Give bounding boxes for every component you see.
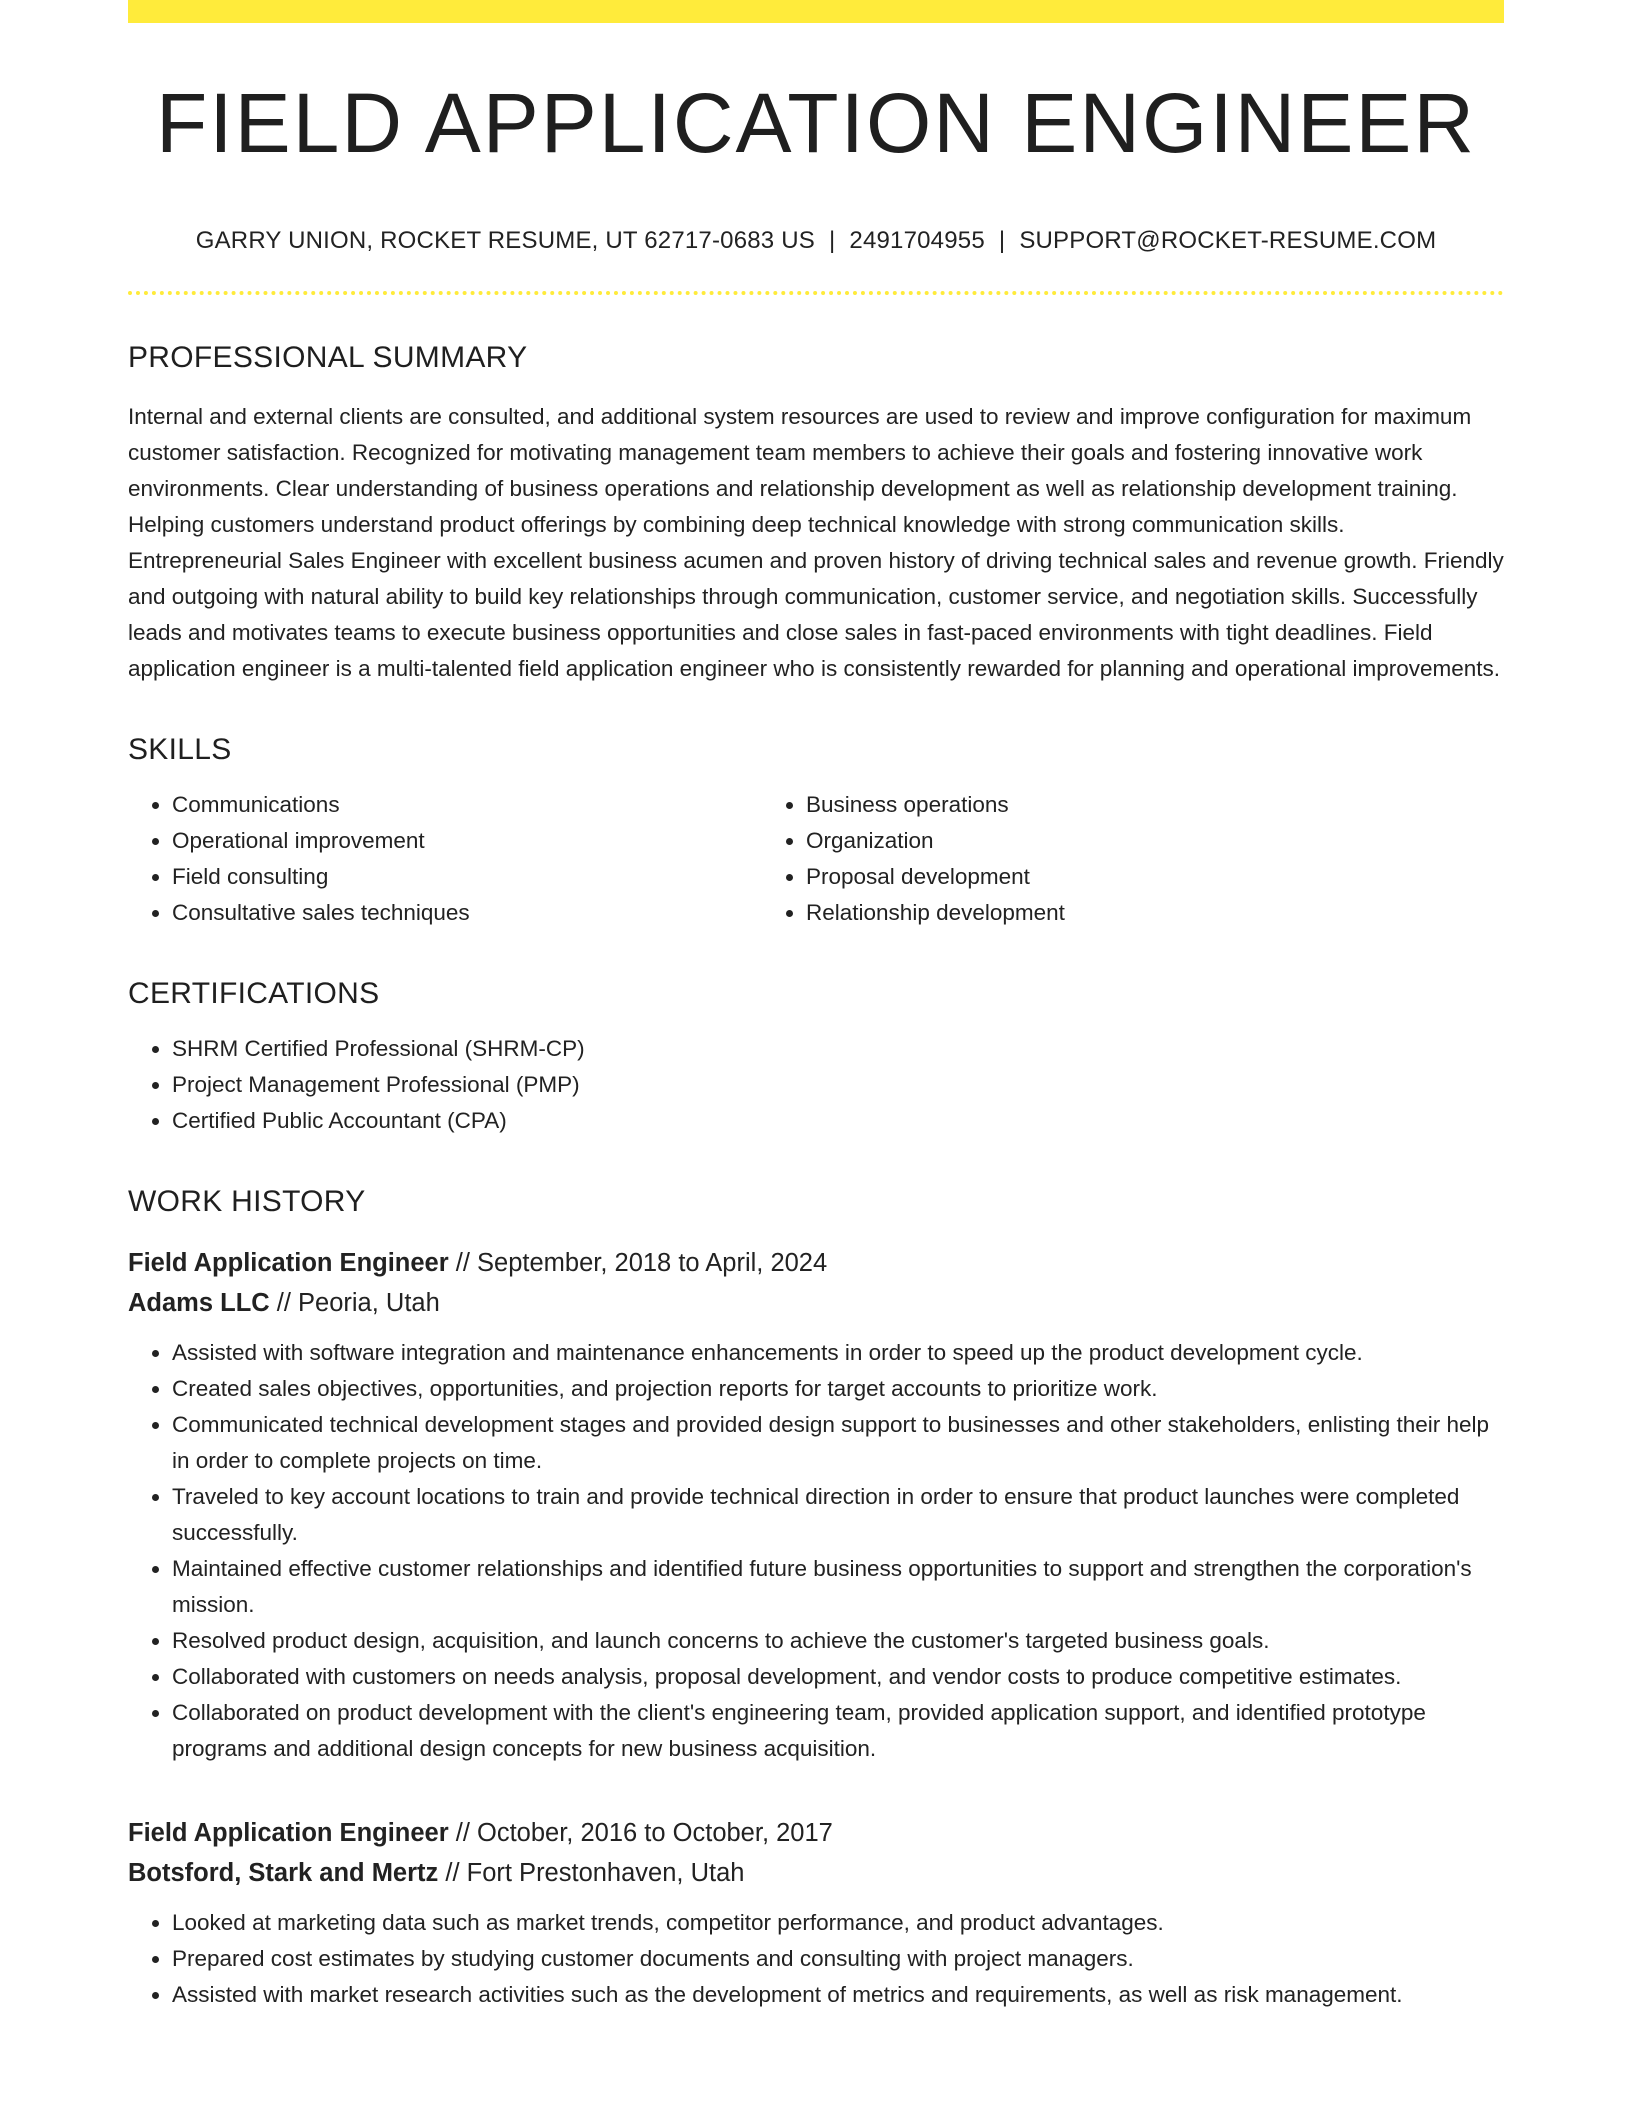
job-duties-list xyxy=(128,1335,1504,1767)
job-role: Field Application Engineer xyxy=(128,1819,449,1847)
certifications-heading: CERTIFICATIONS xyxy=(128,977,380,1010)
top-accent-bar xyxy=(128,0,1504,23)
skill-item: • Business operations xyxy=(806,787,1504,823)
summary-text: Internal and external clients are consulted, and additional system resources are used to review and improve configuration for maximum customer satisfaction. Recognized for motivating management team members to achieve their goals and fostering innovative work environments. Clear understanding of business operations and relationship development as well as relationship development training. Helping customers understand product offerings by combining deep technical knowledge with strong communication skills. Entrepreneurial Sales Engineer with excellent business acumen and proven history of driving technical sales and revenue growth. Friendly and outgoing with natural ability to build key relationships through communication, customer service, and negotiation skills. Successfully leads and motivates teams to execute business opportunities and close sales in fast-paced environments with tight deadlines. Field application engineer is a multi-talented field application engineer who is consistently rewarded for planning and operational improvements. xyxy=(128,404,1504,681)
job-duty: • Traveled to key account locations to train and provide technical direction in order to ensure that product launches were completed successfully. xyxy=(172,1479,1504,1551)
skill-item: • Proposal development xyxy=(806,859,1504,895)
job-duty: • Looked at marketing data such as market trends, competitor performance, and product advantages. xyxy=(172,1905,1504,1941)
skill-item: • Communications xyxy=(172,787,762,823)
certifications-list xyxy=(128,1031,1504,1139)
skill-item: • Organization xyxy=(806,823,1504,859)
certification-item: • Certified Public Accountant (CPA) xyxy=(172,1103,1504,1139)
job-entry xyxy=(128,1813,1504,2013)
job-duties-list xyxy=(128,1905,1504,2013)
skill-item: • Operational improvement xyxy=(172,823,762,859)
job-company-line xyxy=(128,1283,1504,1323)
contact-email: SUPPORT@ROCKET-RESUME.COM xyxy=(1019,227,1437,254)
skill-item: • Field consulting xyxy=(172,859,762,895)
job-duty: • Collaborated on product development with the client's engineering team, provided application support, and identified prototype programs and additional design concepts for new business acquisition. xyxy=(172,1695,1504,1767)
contact-address: GARRY UNION, ROCKET RESUME, UT 62717-0683 US xyxy=(195,227,815,254)
job-location: // Peoria, Utah xyxy=(269,1289,440,1317)
contact-separator: | xyxy=(998,227,1006,254)
summary-heading: PROFESSIONAL SUMMARY xyxy=(128,341,528,374)
resume-title: FIELD APPLICATION ENGINEER xyxy=(155,76,1477,170)
contact-line xyxy=(128,229,1504,253)
resume-page xyxy=(128,0,1504,2112)
job-duty: • Collaborated with customers on needs analysis, proposal development, and vendor costs to produce competitive estimates. xyxy=(172,1659,1504,1695)
contact-separator: | xyxy=(828,227,836,254)
skills-list-left xyxy=(128,787,762,931)
skill-item: • Consultative sales techniques xyxy=(172,895,762,931)
job-company: Adams LLC xyxy=(128,1289,270,1317)
certification-item: • SHRM Certified Professional (SHRM-CP) xyxy=(172,1031,1504,1067)
job-duty: • Created sales objectives, opportunities, and projection reports for target accounts to prioritize work. xyxy=(172,1371,1504,1407)
job-company-line xyxy=(128,1853,1504,1893)
job-duty: • Resolved product design, acquisition, and launch concerns to achieve the customer's targeted business goals. xyxy=(172,1623,1504,1659)
job-company: Botsford, Stark and Mertz xyxy=(128,1859,439,1887)
dotted-divider xyxy=(128,291,1504,295)
job-duty: • Assisted with market research activities such as the development of metrics and requirements, as well as risk management. xyxy=(172,1977,1504,2013)
job-dates: // September, 2018 to April, 2024 xyxy=(448,1249,828,1277)
job-title-line xyxy=(128,1243,1504,1283)
job-duty: • Prepared cost estimates by studying customer documents and consulting with project managers. xyxy=(172,1941,1504,1977)
job-entry xyxy=(128,1243,1504,1767)
job-role: Field Application Engineer xyxy=(128,1249,449,1277)
skills-list-right xyxy=(762,787,1504,931)
job-duty: • Maintained effective customer relationships and identified future business opportunities to support and strengthen the corporation's mission. xyxy=(172,1551,1504,1623)
contact-phone: 2491704955 xyxy=(849,227,985,254)
job-location: // Fort Prestonhaven, Utah xyxy=(438,1859,745,1887)
job-duty: • Communicated technical development stages and provided design support to businesses and other stakeholders, enlisting their help in order to complete projects on time. xyxy=(172,1407,1504,1479)
job-duty: • Assisted with software integration and maintenance enhancements in order to speed up the product development cycle. xyxy=(172,1335,1504,1371)
certification-item: • Project Management Professional (PMP) xyxy=(172,1067,1504,1103)
job-dates: // October, 2016 to October, 2017 xyxy=(448,1819,833,1847)
skills-grid xyxy=(128,765,1504,931)
skills-heading: SKILLS xyxy=(128,733,232,766)
work-history-heading: WORK HISTORY xyxy=(128,1185,366,1218)
job-title-line xyxy=(128,1813,1504,1853)
skill-item: • Relationship development xyxy=(806,895,1504,931)
